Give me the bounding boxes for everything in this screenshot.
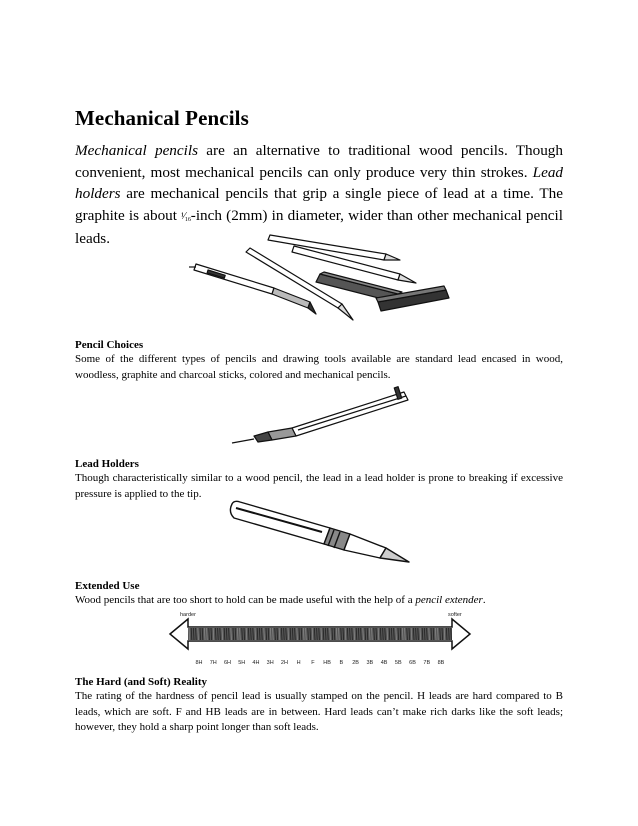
page-title: Mechanical Pencils: [75, 106, 249, 130]
term-mechanical-pencils: Mechanical pencils: [75, 142, 198, 159]
hardness-scale: [168, 609, 472, 669]
grade-label: 4B: [380, 660, 388, 666]
intro-text-2: are mechanical pencils that grip a single piece of lead at a time. The graphite is about: [75, 185, 563, 224]
pencils-assortment-illustration: [188, 234, 453, 326]
scale-label-softer: softer: [448, 612, 462, 618]
term-pencil-extender: pencil extender: [415, 594, 483, 606]
intro-text-3: -inch (2mm) in diameter, wider than other mechanical pencil leads.: [75, 206, 563, 247]
extended-use-text-after: .: [482, 594, 486, 606]
grade-label: 8H: [195, 660, 203, 666]
grade-label: HB: [323, 660, 331, 666]
grade-label: 3H: [266, 660, 274, 666]
section-body-hard-soft-reality: The rating of the hardness of pencil lead is usually stamped on the pencil. H leads are hard compared to B leads, which are soft. F and HB leads are in between. Hard leads can’t make rich darks like the soft leads; however, they hold a sharp point longer than soft leads.: [75, 690, 563, 734]
scale-grade-labels: [195, 660, 444, 666]
grade-label: 2B: [352, 660, 359, 666]
section-body-lead-holders: Though characteristically similar to a wood pencil, the lead in a lead holder is prone to breaking if excessive pressure is applied to the tip.: [75, 472, 563, 500]
section-body-pencil-choices: Some of the different types of pencils and drawing tools available are standard lead encased in wood, woodless, graphite and charcoal sticks, colored and mechanical pencils.: [75, 353, 563, 381]
grade-label: 7H: [209, 660, 217, 666]
mechanical-pencil-illustration: [228, 384, 418, 446]
section-title-extended-use: Extended Use: [75, 580, 140, 592]
fraction-one-sixteenth: ¹⁄₁₆: [181, 210, 191, 222]
grade-label: 2H: [280, 660, 288, 666]
grade-label: 6H: [223, 660, 231, 666]
grade-label: B: [339, 660, 344, 666]
grade-label: 5B: [394, 660, 402, 666]
section-title-hard-soft-reality: The Hard (and Soft) Reality: [75, 676, 207, 688]
grade-label: 7B: [423, 660, 431, 666]
scale-label-harder: harder: [180, 612, 196, 618]
grade-label: H: [296, 660, 301, 666]
section-title-pencil-choices: Pencil Choices: [75, 339, 144, 351]
scale-arrow: [170, 619, 470, 649]
section-title-lead-holders: Lead Holders: [75, 458, 139, 470]
pencil-extender-illustration: [226, 500, 412, 566]
grade-label: 6B: [409, 660, 416, 666]
term-lead-holders: Lead holders: [75, 163, 563, 202]
grade-label: 5H: [238, 660, 246, 666]
grade-label: F: [311, 660, 315, 666]
grade-label: 3B: [366, 660, 374, 666]
intro-text-1: are an alternative to traditional wood pencils. Though convenient, most mechanical pencils can only produce very thin strokes.: [75, 142, 563, 181]
grade-label: 4H: [252, 660, 260, 666]
extended-use-text-before: Wood pencils that are too short to hold can be made useful with the help of a: [75, 594, 416, 606]
section-body-extended-use: [75, 593, 563, 609]
grade-label: 8B: [437, 660, 445, 666]
